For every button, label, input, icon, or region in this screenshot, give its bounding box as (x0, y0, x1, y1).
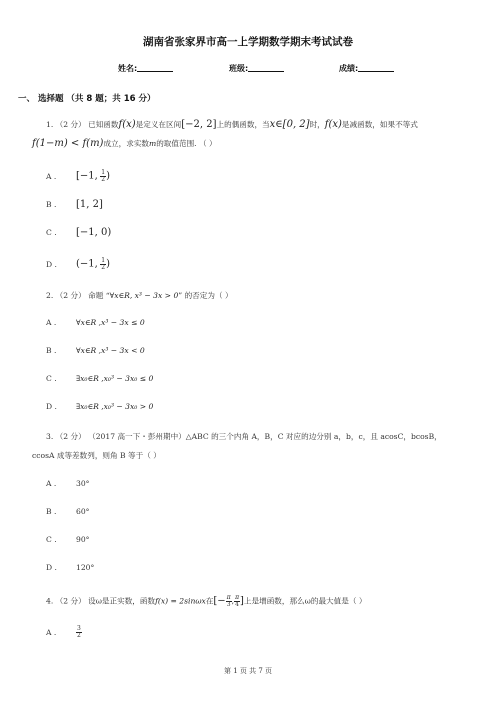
q2-option-b (46, 346, 145, 355)
q3-option-d (46, 563, 94, 572)
question-3-line-2 (32, 450, 161, 461)
fraction-denominator: 3 (226, 601, 231, 608)
q4-points: （2 分） (55, 596, 86, 606)
class-field (229, 63, 284, 74)
q4-interval-right: ] (240, 595, 244, 607)
q1-points: （2 分） (55, 120, 86, 129)
q4-function: f(x) = 2sinωx (155, 596, 206, 606)
option-label: B . (46, 346, 57, 355)
option-label: A . (46, 479, 57, 488)
q2-text-1: 命题 “ (88, 291, 110, 300)
score-blank (358, 63, 394, 72)
option-value: 30° (76, 479, 90, 488)
class-blank (248, 63, 284, 72)
q3-option-a (46, 479, 89, 488)
question-1-line-2 (32, 138, 217, 149)
q3-text-1: （2017 高一下・彭州期中）△ABC 的三个内角 A，B，C 对应的边分别 a，b，c，且 acosC，bcosB， (88, 432, 442, 441)
q2-proposition: ∀x∈R, x³ − 3x > 0 (109, 291, 179, 300)
q1-inequality: f(1−m) < f(m) (32, 138, 104, 149)
score-label: 成绩: (339, 64, 359, 73)
name-field (118, 63, 173, 74)
option-value: [1, 2] (76, 199, 103, 210)
option-label: C . (46, 535, 57, 544)
class-label: 班级: (229, 64, 249, 73)
q1-text-7: 的取值范围. （ ） (156, 139, 217, 148)
q1-text-2: 是定义在区间 (135, 120, 182, 129)
option-value: 60° (76, 507, 90, 516)
option-label: C . (46, 228, 57, 237)
q1-cond: x∈[0, 2] (269, 119, 310, 130)
question-4 (46, 595, 366, 608)
option-value: ∀x∈R ,x³ − 3x ≤ 0 (76, 318, 145, 327)
option-value: ∃x₀∈R ,x₀³ − 3x₀ > 0 (76, 402, 154, 411)
option-label: B . (46, 200, 57, 209)
q1-text-1: 已知函数 (88, 120, 119, 129)
q1-option-c (46, 227, 111, 238)
fraction-numerator: 3 (77, 625, 81, 632)
fraction-denominator: 2 (101, 176, 106, 183)
option-label: A . (46, 171, 57, 181)
q4-option-a (46, 626, 82, 639)
option-value: 120° (76, 563, 95, 572)
option-label: D . (46, 563, 57, 572)
option-label: A . (46, 627, 57, 637)
name-blank (137, 63, 173, 72)
option-value-end: ) (106, 258, 110, 270)
q1-fx: f(x) (118, 119, 136, 130)
option-value: (−1, (76, 258, 98, 270)
q2-number: 2. (46, 291, 54, 300)
option-value: 90° (76, 535, 90, 544)
option-value: ∃x₀∈R ,x₀³ − 3x₀ ≤ 0 (76, 374, 154, 383)
q4-text-1: 设ω是正实数，函数 (88, 596, 156, 606)
q2-points: （2 分） (55, 291, 86, 300)
q1-text-4: 时， (309, 120, 325, 129)
question-2 (46, 290, 233, 301)
fraction-denominator: 4 (235, 601, 239, 608)
option-label: C . (46, 374, 57, 383)
fraction-numerator: 1 (101, 257, 106, 264)
fraction-denominator: 2 (77, 632, 81, 639)
option-label: B . (46, 507, 57, 516)
q4-text-2: 在 (205, 596, 214, 606)
q1-fx-2: f(x) (324, 119, 342, 130)
q4-number: 4. (46, 596, 54, 606)
name-label: 姓名: (118, 64, 138, 73)
option-value: [−1, (76, 170, 98, 182)
option-fraction (76, 626, 82, 639)
q2-option-d (46, 402, 153, 411)
question-3-line-1 (46, 431, 442, 442)
q4-interval-mid: , (231, 596, 235, 606)
exam-title: 湖南省张家界市高一上学期数学期末考试试卷 (143, 36, 353, 48)
q1-number: 1. (46, 120, 54, 129)
q2-text-2: ” 的否定为（ ） (178, 291, 233, 300)
q3-points: （2 分） (55, 432, 86, 441)
section-heading: 一、 选择题 （共 8 题；共 16 分） (18, 94, 156, 104)
page-footer: 第 1 页 共 7 页 (223, 667, 273, 675)
fraction-numerator: 1 (101, 169, 106, 176)
question-1-line-1 (46, 119, 418, 130)
option-value: ∀x∈R ,x³ − 3x < 0 (76, 346, 145, 355)
q2-option-a (46, 318, 145, 327)
fraction-numerator: π (226, 594, 231, 601)
q1-text-6: 成立，求实数 (103, 139, 150, 148)
option-value-end: ) (106, 170, 110, 182)
q1-option-b (46, 199, 103, 210)
option-label: A . (46, 318, 57, 327)
q1-option-a (46, 170, 110, 183)
q3-text-2: ccosA 成等差数列，则角 B 等于（ ） (32, 451, 161, 460)
q1-text-3: 上的偶函数，当 (216, 120, 270, 129)
q1-text-5: 是减函数，如果不等式 (341, 120, 418, 129)
q1-var-m: m (149, 139, 157, 148)
q3-option-c (46, 535, 89, 544)
q4-interval-left: [− (213, 595, 226, 607)
option-value: [−1, 0) (76, 227, 112, 238)
q1-option-d (46, 258, 110, 271)
q3-option-b (46, 507, 89, 516)
q1-interval: [−2, 2] (181, 119, 217, 130)
option-label: D . (46, 259, 57, 269)
fraction-denominator: 2 (101, 264, 106, 271)
fraction-numerator: π (235, 594, 240, 601)
option-label: D . (46, 402, 57, 411)
q2-option-c (46, 374, 153, 383)
q4-text-3: 上是增函数，那么ω的最大值是（ ） (243, 596, 367, 606)
score-field (339, 63, 394, 74)
q3-number: 3. (46, 432, 54, 441)
